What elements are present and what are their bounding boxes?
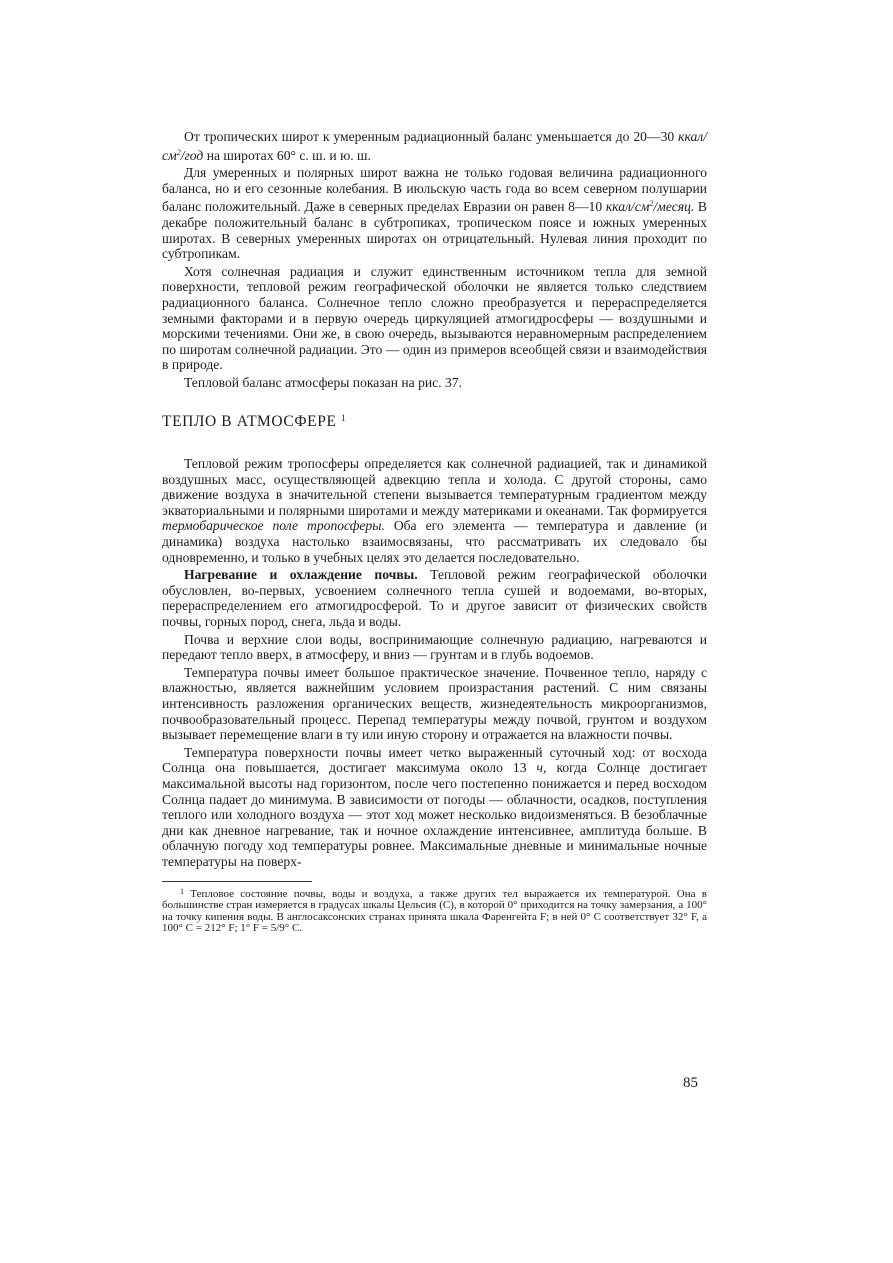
- text-run: на широтах 60° с. ш. и ю. ш.: [203, 147, 371, 163]
- text-run: В декабре положительный баланс в субтропиках, тропическом поясе и южных умеренных широтах. В северных умеренных широтах он отрицательный. Нулевая линия проходит по субтропикам.: [162, 199, 708, 262]
- body-paragraph: [162, 665, 707, 743]
- text-run: От тропических широт к умеренным радиационный баланс уменьшается до 20—30: [184, 129, 679, 144]
- text-run: Хотя солнечная радиация и служит единственным источником тепла для земной поверхности, тепловой режим географической оболочки не является только следствием радиационного баланса. Солнечное тепло сложно преобразуется и перераспределяется земными факторами и в первую очередь циркуляцией атмогидросферы — воздушными и морскими течениями. Они же, в свою очередь, вызываются неравномерным распределением по широтам солнечной радиации. Это — один из примеров всеобщей связи и взаимодействия в природе.: [162, 263, 707, 373]
- text-run: Тепловой режим географической оболочки обусловлен, во-первых, усвоением солнечного тепла сушей и водоемами, во-вторых, перераспределением его атмогидросферой. То и другое зависит от физических свойств почвы, горных пород, снега, льда и воды.: [162, 567, 707, 630]
- intro-paragraph: [162, 264, 707, 373]
- body-paragraph: [162, 567, 707, 629]
- section-heading: [162, 411, 707, 430]
- intro-section: [162, 129, 707, 391]
- text-run: Температура поверхности почвы имеет четко выраженный суточный ход: от восхода Солнца она повышается, достигает максимума около 13: [162, 744, 707, 776]
- text-run: /месяц.: [653, 199, 695, 215]
- text-run: Для умеренных и полярных широт важна не только годовая величина радиационного баланса, но и его сезонные колебания. В июльскую часть года во всем северном полушарии баланс положительный. Даже в северных пределах Евразии он равен 8—10: [162, 165, 707, 215]
- text-run: Почва и верхние слои воды, воспринимающие солнечную радиацию, нагреваются и передают тепло вверх, в атмосферу, и вниз — грунтам и в глубь водоемов.: [162, 631, 707, 663]
- footnote-reference: 1: [341, 412, 347, 423]
- text-run: 2: [176, 147, 181, 157]
- text-run: ч,: [536, 760, 547, 776]
- text-run: 2: [649, 199, 654, 209]
- text-run: Тепловой баланс атмосферы показан на рис. 37.: [184, 374, 462, 390]
- text-run: Оба его элемента — температура и давление (и динамика) воздуха настолько взаимосвязаны, что рассматривать их следовало бы одновременно, и только в учебных целях это делается последовательно.: [162, 518, 707, 565]
- text-run: Нагревание и охлаждение почвы.: [184, 567, 418, 583]
- text-run: когда Солнце достигает максимальной высоты над горизонтом, после чего постепенно понижается и перед восходом Солнца падает до минимума. В зависимости от погоды — облачности, осадков, поступления теплого или холодного воздуха — этот ход может несколько видоизменяться. В безоблачные дни как дневное нагревание, так и ночное охлаждение интенсивнее, амплитуда больше. В облачную погоду ход температуры ровнее. Максимальные дневные и минимальные ночные температуры на поверх-: [162, 760, 707, 869]
- text-run: Тепловой режим тропосферы определяется как солнечной радиацией, так и динамикой воздушных масс, осуществляющей адвекцию тепла и холода. С другой стороны, само движение воздуха в значительной степени вызывается температурным градиентом между экваториальными и полярными широтами и между материками и океанами. Так формируется: [162, 456, 707, 518]
- body-paragraph: [162, 456, 707, 565]
- body-paragraph: [162, 632, 707, 663]
- footnote-mark: 1: [180, 886, 184, 896]
- intro-paragraph: [162, 129, 707, 163]
- text-run: ккал/см: [605, 199, 650, 215]
- intro-paragraph: [162, 165, 707, 262]
- footnote-divider: [162, 881, 312, 882]
- page-number: 85: [683, 1075, 698, 1091]
- main-section: [162, 456, 707, 869]
- text-run: Температура почвы имеет большое практическое значение. Почвенное тепло, наряду с влажностью, является важнейшим условием произрастания растений. С ним связаны интенсивность разложения органических веществ, жизнедеятельность микроорганизмов, почвообразовательный процесс. Перепад температуры между почвой, грунтом и воздухом вызывает перемещение влаги в ту или иную сторону и отражается на влажности почвы.: [162, 664, 707, 743]
- text-run: термобарическое поле тропосферы.: [162, 518, 385, 534]
- intro-paragraph: [162, 375, 707, 391]
- footnote-text: Тепловое состояние почвы, воды и воздуха, а также других тел выражается их температурой. Она в большинстве стран измеряется в градусах шкалы Цельсия (С), в которой 0° приходится на точку замерзания, а 100° на точку кипения воды. В англосаксонских странах принята шкала Фаренгейта F; в ней 0° С соответствует 32° F, а 100° С = 212° F; 1° F = 5/9° С.: [162, 887, 708, 935]
- page-content: [162, 129, 707, 935]
- footnote: [162, 886, 707, 935]
- text-run: /год: [180, 147, 204, 163]
- body-paragraph: [162, 745, 707, 870]
- section-title: ТЕПЛО В АТМОСФЕРЕ: [162, 412, 337, 430]
- text-run: ккал/см: [162, 129, 707, 163]
